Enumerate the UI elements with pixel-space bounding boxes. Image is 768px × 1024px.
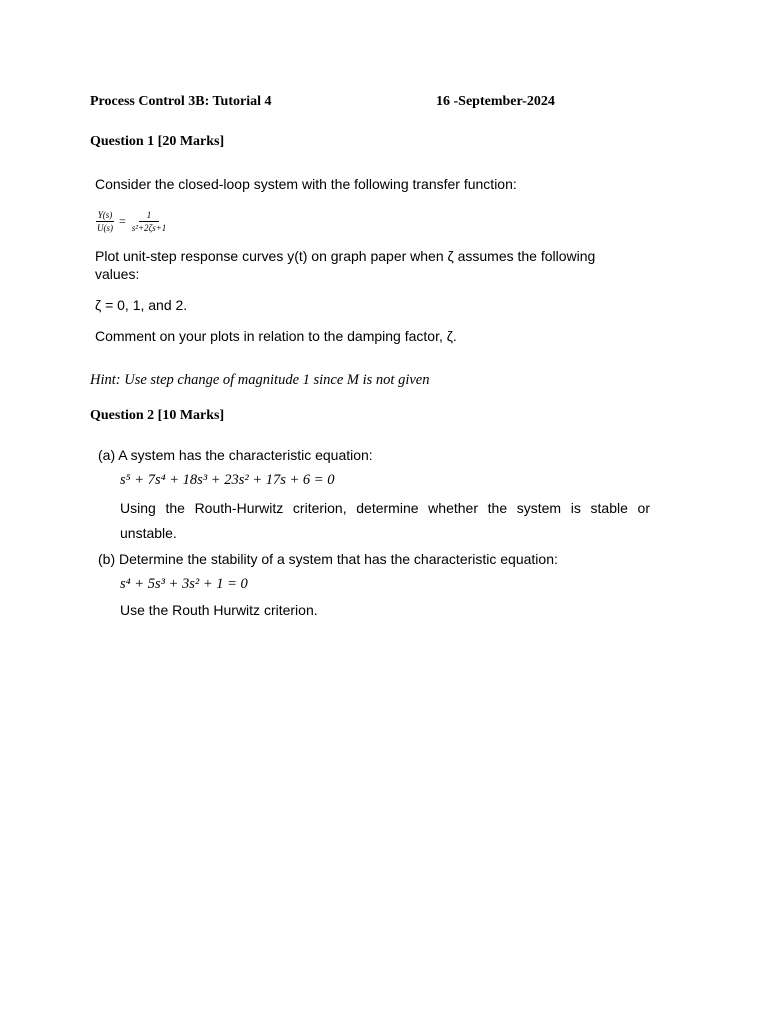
document-date: 16 -September-2024 xyxy=(436,94,555,109)
document-title: Process Control 3B: Tutorial 4 xyxy=(90,94,272,109)
tf-lhs-fraction xyxy=(95,210,115,233)
part-a-label: (a) A system has the characteristic equation: xyxy=(98,447,373,463)
tf-equals: = xyxy=(119,214,126,228)
question-1-intro: Consider the closed-loop system with the following transfer function: xyxy=(95,176,517,192)
part-a-text-line2: unstable. xyxy=(120,525,177,541)
tf-lhs-denominator: U(s) xyxy=(97,223,113,233)
question-2-heading: Question 2 [10 Marks] xyxy=(90,408,225,423)
comment-instruction: Comment on your plots in relation to the damping factor, ζ. xyxy=(95,328,457,344)
zeta-values: ζ = 0, 1, and 2. xyxy=(95,297,188,313)
part-b-text: Use the Routh Hurwitz criterion. xyxy=(120,602,318,618)
tf-rhs-denominator: s²+2ζs+1 xyxy=(131,223,167,233)
tf-lhs-numerator: Y(s) xyxy=(97,210,113,220)
part-b-label: (b) Determine the stability of a system that has the characteristic equation: xyxy=(98,551,558,567)
transfer-function xyxy=(95,205,168,233)
plot-instruction-line1: Plot unit-step response curves y(t) on graph paper when ζ assumes the following xyxy=(95,248,596,264)
plot-instruction-line2: values: xyxy=(95,266,140,282)
tf-rhs-fraction xyxy=(130,210,169,233)
question-1-heading: Question 1 [20 Marks] xyxy=(90,134,225,149)
part-b-equation: s⁴ + 5s³ + 3s² + 1 = 0 xyxy=(120,576,248,592)
part-a-text-line1: Using the Routh-Hurwitz criterion, determine whether the system is stable or xyxy=(120,500,650,516)
hint-text: Hint: Use step change of magnitude 1 since M is not given xyxy=(90,372,430,388)
tf-rhs-numerator: 1 xyxy=(139,210,160,222)
part-a-equation: s⁵ + 7s⁴ + 18s³ + 23s² + 17s + 6 = 0 xyxy=(120,472,335,488)
